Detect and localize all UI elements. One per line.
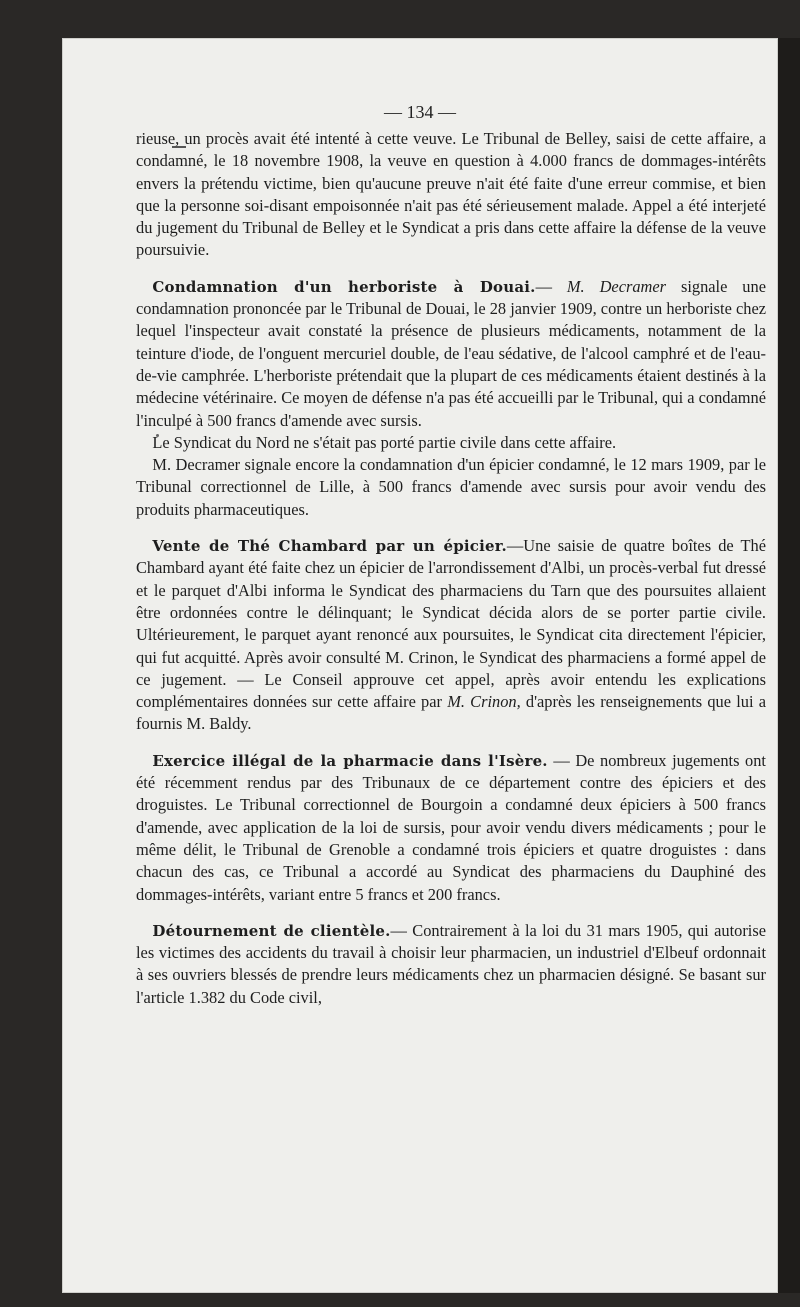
person-name: M. Crinon, <box>447 692 521 712</box>
section-heading-isere: Exercice illégal de la pharmacie dans l'Isère. <box>152 751 548 770</box>
dash: — <box>535 276 552 296</box>
paragraph-belley <box>136 128 766 262</box>
section-heading-clientele: Détournement de clientèle. <box>152 921 391 940</box>
person-name: M. Decramer <box>566 276 667 296</box>
section-heading-douai: Condamnation d'un herboriste à Douai. <box>152 277 536 296</box>
paragraph-text: — De nombreux jugements ont été récemment rendus par des Tribunaux de ce département contre des épiciers et des droguistes. Le Tribunal correctionnel de Bourgoin a condamné deux épiciers à 500 francs d'amende, avec application de la loi de sursis, pour avoir vendu divers médicaments ; pour le même délit, le Tribunal de Grenoble a condamné trois épiciers et quatre droguistes : dans chacun des cas, ce Tribunal a accordé au Syndicat des pharmaciens du Dauphiné des dommages-intérêts, variant entre 5 francs et 200 francs. <box>136 750 766 904</box>
paragraph-text: M. Decramer signale encore la condamnation d'un épicier condamné, le 12 mars 1909, par le Tribunal correctionnel de Lille, à 500 francs d'amende avec sursis pour avoir vendu des produits pharmaceutiques. <box>136 455 766 519</box>
page-number: — 134 — <box>384 102 456 122</box>
paragraph-elbeuf <box>136 920 766 1009</box>
section-heading-the-chambard: Vente de Thé Chambard par un épicier. <box>152 537 507 556</box>
paragraph-text-tail: d'après les renseignements que lui a fournis M. Baldy. <box>136 692 766 734</box>
paragraph-douai <box>136 276 766 432</box>
paragraph-the-chambard <box>136 535 766 736</box>
dash: — <box>390 920 407 940</box>
paragraph-text: signale une condamnation prononcée par le Tribunal de Douai, le 28 janvier 1909, contre un herboriste chez lequel l'inspecteur avait constaté la présence de plusieurs médicaments, notamment de la teinture d'iode, de l'onguent mercuriel double, de l'eau sédative, de l'alcool camphré et de l'eau-de-vie camphrée. L'herboriste prétendait que la plupart de ces médicaments étaient destinés à la médecine vétérinaire. Ce moyen de défense n'a pas été accueilli par le Tribunal, qui a condamné l'inculpé à 500 francs d'amende avec sursis. <box>136 276 766 430</box>
paragraph-lille <box>136 454 766 521</box>
page-body <box>136 128 766 1009</box>
paragraph-isere <box>136 750 766 906</box>
page-edge-shadow <box>778 38 800 1293</box>
paragraph-text: Contrairement à la loi du 31 mars 1905, qui autorise les victimes des accidents du travail à choisir leur pharmacien, un industriel d'Elbeuf ordonnait à ses ouvriers blessés de prendre leurs médicaments chez un pharmacien désigné. Se basant sur l'article 1.382 du Code civil, <box>136 920 766 1007</box>
paragraph-text: Le Syndicat du Nord ne s'était pas porté partie civile dans cette affaire. <box>152 432 617 452</box>
paragraph-nord <box>136 432 766 454</box>
dash: — <box>506 536 524 556</box>
paragraph-text: rieuse, un procès avait été intenté à cette veuve. Le Tribunal de Belley, saisi de cette affaire, a condamné, le 18 novembre 1908, la veuve en question à 4.000 francs de dommages-intérêts envers la prétendu victime, bien qu'aucune preuve n'ait été faite d'une erreur commise, et bien que la personne soi-disant empoisonnée n'ait pas été sérieusement malade. Appel a été interjeté du jugement du Tribunal de Belley et le Syndicat a pris dans cette affaire la défense de la veuve poursuivie. <box>136 129 766 260</box>
paragraph-text: Une saisie de quatre boîtes de Thé Chambard ayant été faite chez un épicier de l'arrondissement d'Albi, un procès-verbal fut dressé et le parquet d'Albi informa le Syndicat des pharmaciens du Tarn que des poursuites allaient être ordonnées contre le délinquant; le Syndicat décida alors de se porter partie civile. Ultérieurement, le parquet ayant renoncé aux poursuites, le Syndicat cita directement l'épicier, qui fut acquitté. Après avoir consulté M. Crinon, le Syndicat des pharmaciens a formé appel de ce jugement. — Le Conseil approuve cet appel, après avoir entendu les explications complémentaires données sur cette affaire par <box>136 536 766 712</box>
